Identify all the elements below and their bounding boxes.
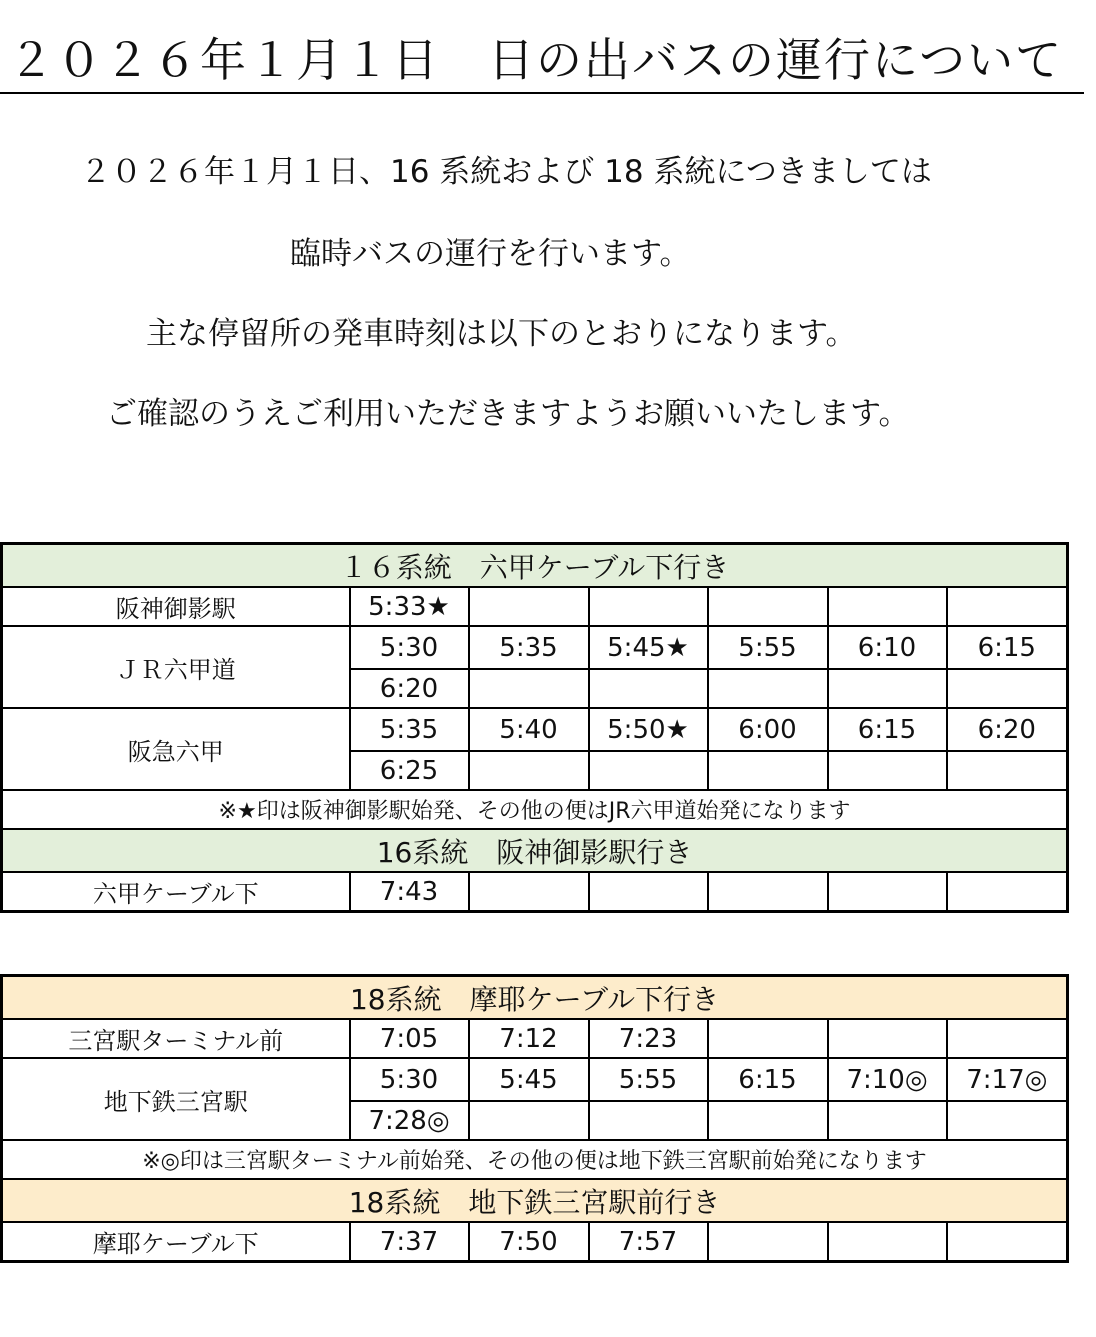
intro-line-2: 臨時バスの運行を行います。 <box>290 236 691 272</box>
departure-time <box>947 587 1068 626</box>
departure-time <box>469 587 589 626</box>
departure-time <box>828 872 947 912</box>
route18-timetable <box>0 974 1069 1263</box>
departure-time: 6:10 <box>828 626 947 669</box>
departure-time <box>828 751 947 790</box>
departure-time <box>947 1019 1068 1058</box>
departure-time: 5:35 <box>469 626 589 669</box>
departure-time <box>589 872 708 912</box>
departure-time: 6:15 <box>708 1058 828 1101</box>
departure-time: 6:20 <box>350 669 469 708</box>
departure-time: 7:12 <box>469 1019 589 1058</box>
stop-name: 三宮駅ターミナル前 <box>2 1019 350 1058</box>
stop-name: 阪急六甲 <box>2 708 350 790</box>
route18-header-return: 18系統 地下鉄三宮駅前行き <box>2 1179 1068 1222</box>
departure-time <box>469 1101 589 1140</box>
route18-note: ※◎印は三宮駅ターミナル前始発、その他の便は地下鉄三宮駅前始発になります <box>2 1140 1068 1179</box>
departure-time: 7:05 <box>350 1019 469 1058</box>
departure-time <box>589 751 708 790</box>
departure-time <box>708 669 828 708</box>
departure-time <box>708 751 828 790</box>
route16-note: ※★印は阪神御影駅始発、その他の便はJR六甲道始発になります <box>2 790 1068 829</box>
departure-time <box>589 669 708 708</box>
departure-time: 5:45★ <box>589 626 708 669</box>
departure-time: 7:28◎ <box>350 1101 469 1140</box>
route18-header-outbound: 18系統 摩耶ケーブル下行き <box>2 976 1068 1020</box>
departure-time <box>469 669 589 708</box>
departure-time <box>947 1101 1068 1140</box>
departure-time: 6:25 <box>350 751 469 790</box>
departure-time <box>708 1101 828 1140</box>
departure-time: 7:17◎ <box>947 1058 1068 1101</box>
stop-name: 地下鉄三宮駅 <box>2 1058 350 1140</box>
departure-time <box>708 1019 828 1058</box>
departure-time <box>708 872 828 912</box>
departure-time: 5:55 <box>708 626 828 669</box>
intro-line-1: ２０２６年１月１日、16 系統および 18 系統につきましては <box>80 154 932 190</box>
departure-time: 7:50 <box>469 1222 589 1262</box>
departure-time <box>708 1222 828 1262</box>
departure-time <box>708 587 828 626</box>
departure-time <box>469 872 589 912</box>
intro-line-3: 主な停留所の発車時刻は以下のとおりになります。 <box>146 316 857 352</box>
departure-time: 6:20 <box>947 708 1068 751</box>
departure-time <box>947 1222 1068 1262</box>
departure-time: 7:10◎ <box>828 1058 947 1101</box>
departure-time <box>828 669 947 708</box>
departure-time: 5:35 <box>350 708 469 751</box>
departure-time <box>589 1101 708 1140</box>
departure-time: 6:00 <box>708 708 828 751</box>
departure-time: 5:33★ <box>350 587 469 626</box>
departure-time <box>828 587 947 626</box>
departure-time <box>947 669 1068 708</box>
departure-time: 5:45 <box>469 1058 589 1101</box>
departure-time: 6:15 <box>947 626 1068 669</box>
departure-time: 5:30 <box>350 626 469 669</box>
stop-name: ＪＲ六甲道 <box>2 626 350 708</box>
departure-time: 7:43 <box>350 872 469 912</box>
departure-time <box>589 587 708 626</box>
departure-time: 6:15 <box>828 708 947 751</box>
departure-time: 5:55 <box>589 1058 708 1101</box>
stop-name: 摩耶ケーブル下 <box>2 1222 350 1262</box>
departure-time <box>828 1101 947 1140</box>
departure-time: 7:57 <box>589 1222 708 1262</box>
route16-header-outbound: １６系統 六甲ケーブル下行き <box>2 544 1068 588</box>
departure-time: 5:40 <box>469 708 589 751</box>
departure-time: 5:30 <box>350 1058 469 1101</box>
route16-header-return: 16系統 阪神御影駅行き <box>2 829 1068 872</box>
departure-time: 5:50★ <box>589 708 708 751</box>
departure-time <box>947 872 1068 912</box>
route16-timetable <box>0 542 1069 913</box>
stop-name: 阪神御影駅 <box>2 587 350 626</box>
intro-line-4: ご確認のうえご利用いただきますようお願いいたします。 <box>106 396 910 432</box>
departure-time <box>947 751 1068 790</box>
departure-time <box>469 751 589 790</box>
departure-time <box>828 1019 947 1058</box>
departure-time: 7:23 <box>589 1019 708 1058</box>
departure-time <box>828 1222 947 1262</box>
stop-name: 六甲ケーブル下 <box>2 872 350 912</box>
page-title: ２０２６年１月１日 日の出バスの運行について <box>0 28 1084 94</box>
departure-time: 7:37 <box>350 1222 469 1262</box>
